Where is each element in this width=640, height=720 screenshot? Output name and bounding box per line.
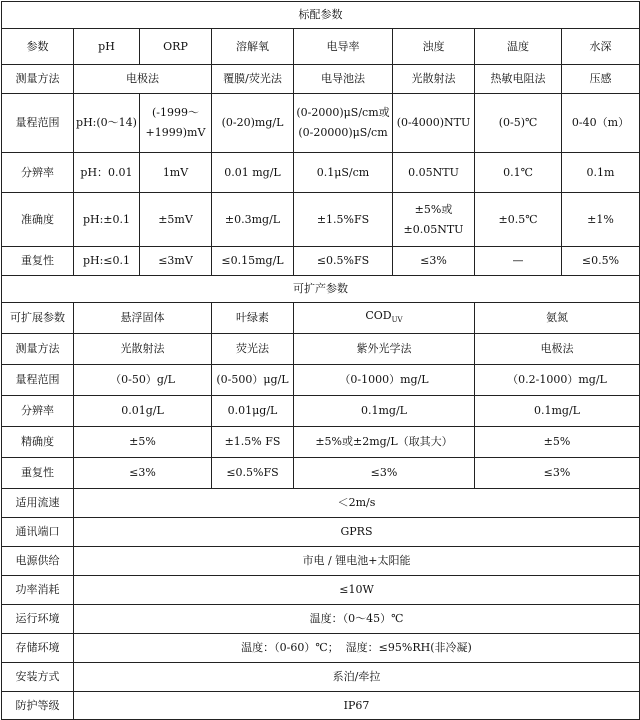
cell-acc-depth: ±1% (562, 193, 640, 247)
ext-header-cod (294, 303, 475, 334)
cell-range-orp (140, 94, 212, 153)
header-turbidity: 浊度 (393, 29, 475, 65)
ext-cell-res-cod: 0.1mg/L (294, 396, 475, 427)
cell-res-do: 0.01 mg/L (212, 153, 294, 193)
ext-cell-method-ss: 光散射法 (74, 334, 212, 365)
cell-rep-do: ≤0.15mg/L (212, 247, 294, 276)
cell-rep-turb: ≤3% (393, 247, 475, 276)
row-label-range: 量程范围 (2, 94, 74, 153)
gen-value-installation: 系泊/牵拉 (74, 663, 640, 692)
ext-cell-method-cod: 紫外光学法 (294, 334, 475, 365)
cell-range-depth: 0-40（m） (562, 94, 640, 153)
row-label-accuracy: 准确度 (2, 193, 74, 247)
gen-label-operating-env: 运行环境 (2, 605, 74, 634)
ext-header-cod-sub: UV (391, 316, 403, 325)
section-title-standard: 标配参数 (2, 2, 640, 29)
ext-cell-method-chl: 荧光法 (212, 334, 294, 365)
cell-rep-depth: ≤0.5% (562, 247, 640, 276)
gen-label-storage-env: 存储环境 (2, 634, 74, 663)
ext-cell-res-ss: 0.01g/L (74, 396, 212, 427)
header-param: 参数 (2, 29, 74, 65)
row-label-repeatability: 重复性 (2, 247, 74, 276)
cell-range-cond (294, 94, 393, 153)
gen-value-power-consumption: ≤10W (74, 576, 640, 605)
gen-label-power-supply: 电源供给 (2, 547, 74, 576)
gen-value-operating-env: 温度：（0～45）℃ (74, 605, 640, 634)
cell-range-cond-line2: (0-20000)μS/cm (298, 126, 388, 139)
cell-acc-ph: pH:±0.1 (74, 193, 140, 247)
cell-rep-cond: ≤0.5%FS (294, 247, 393, 276)
cell-acc-cond: ±1.5%FS (294, 193, 393, 247)
ext-row-label-precision: 精确度 (2, 427, 74, 458)
ext-cell-rep-chl: ≤0.5%FS (212, 458, 294, 489)
gen-value-protection: IP67 (74, 692, 640, 720)
ext-cell-prec-cod: ±5%或±2mg/L（取其大） (294, 427, 475, 458)
ext-cell-rep-ss: ≤3% (74, 458, 212, 489)
cell-range-temp: (0-5)℃ (475, 94, 562, 153)
gen-label-installation: 安装方式 (2, 663, 74, 692)
ext-header-nh: 氨氮 (475, 303, 640, 334)
ext-cell-prec-ss: ±5% (74, 427, 212, 458)
ext-cell-range-chl: (0-500）μg/L (212, 365, 294, 396)
cell-range-turb: (0-4000)NTU (393, 94, 475, 153)
gen-value-power-supply: 市电 / 锂电池+太阳能 (74, 547, 640, 576)
ext-cell-res-chl: 0.01μg/L (212, 396, 294, 427)
ext-row-label-repeatability: 重复性 (2, 458, 74, 489)
cell-method-depth: 压感 (562, 65, 640, 94)
ext-cell-method-nh: 电极法 (475, 334, 640, 365)
gen-label-comm: 通讯端口 (2, 518, 74, 547)
cell-method-electrode: 电极法 (74, 65, 212, 94)
cell-acc-orp: ±5mV (140, 193, 212, 247)
cell-acc-turb (393, 193, 475, 247)
ext-cell-rep-nh: ≤3% (475, 458, 640, 489)
gen-label-protection: 防护等级 (2, 692, 74, 720)
gen-value-flow: ＜2m/s (74, 489, 640, 518)
spec-table (1, 1, 640, 720)
header-temperature: 温度 (475, 29, 562, 65)
cell-range-cond-line1: (0-2000)μS/cm或 (296, 106, 390, 119)
cell-range-ph: pH:(0～14) (74, 94, 140, 153)
cell-rep-temp: — (475, 247, 562, 276)
header-ph: pH (74, 29, 140, 65)
header-conductivity: 电导率 (294, 29, 393, 65)
header-orp: ORP (140, 29, 212, 65)
ext-header-chl: 叶绿素 (212, 303, 294, 334)
ext-header-label: 可扩展参数 (2, 303, 74, 334)
cell-acc-turb-line1: ±5%或 (414, 202, 453, 216)
header-depth: 水深 (562, 29, 640, 65)
cell-res-depth: 0.1m (562, 153, 640, 193)
cell-acc-temp: ±0.5℃ (475, 193, 562, 247)
ext-row-label-range: 量程范围 (2, 365, 74, 396)
ext-cell-rep-cod: ≤3% (294, 458, 475, 489)
cell-acc-turb-line2: ±0.05NTU (403, 222, 464, 236)
ext-header-cod-text: COD (365, 308, 392, 322)
ext-cell-prec-nh: ±5% (475, 427, 640, 458)
ext-cell-res-nh: 0.1mg/L (475, 396, 640, 427)
ext-cell-prec-chl: ±1.5% FS (212, 427, 294, 458)
ext-cell-range-cod: （0-1000）mg/L (294, 365, 475, 396)
cell-rep-orp: ≤3mV (140, 247, 212, 276)
ext-cell-range-nh: （0.2-1000）mg/L (475, 365, 640, 396)
ext-header-ss: 悬浮固体 (74, 303, 212, 334)
ext-row-label-method: 测量方法 (2, 334, 74, 365)
cell-method-do: 覆膜/荧光法 (212, 65, 294, 94)
cell-res-orp: 1mV (140, 153, 212, 193)
cell-res-cond: 0.1μS/cm (294, 153, 393, 193)
ext-cell-range-ss: （0-50）g/L (74, 365, 212, 396)
cell-rep-ph: pH:≤0.1 (74, 247, 140, 276)
gen-value-comm: GPRS (74, 518, 640, 547)
section-title-extended: 可扩产参数 (2, 276, 640, 303)
gen-label-flow: 适用流速 (2, 489, 74, 518)
gen-value-storage-env: 温度：（0-60）℃； 湿度：≤95%RH(非冷凝) (74, 634, 640, 663)
cell-range-do: (0-20)mg/L (212, 94, 294, 153)
cell-acc-do: ±0.3mg/L (212, 193, 294, 247)
cell-range-orp-line2: +1999)mV (145, 126, 206, 139)
row-label-method: 测量方法 (2, 65, 74, 94)
cell-res-ph: pH：0.01 (74, 153, 140, 193)
cell-range-orp-line1: (-1999～ (151, 106, 199, 119)
gen-label-power-consumption: 功率消耗 (2, 576, 74, 605)
cell-method-temp: 热敏电阻法 (475, 65, 562, 94)
cell-res-turb: 0.05NTU (393, 153, 475, 193)
cell-method-cond: 电导池法 (294, 65, 393, 94)
cell-method-turb: 光散射法 (393, 65, 475, 94)
row-label-resolution: 分辨率 (2, 153, 74, 193)
ext-row-label-resolution: 分辨率 (2, 396, 74, 427)
header-do: 溶解氧 (212, 29, 294, 65)
cell-res-temp: 0.1℃ (475, 153, 562, 193)
